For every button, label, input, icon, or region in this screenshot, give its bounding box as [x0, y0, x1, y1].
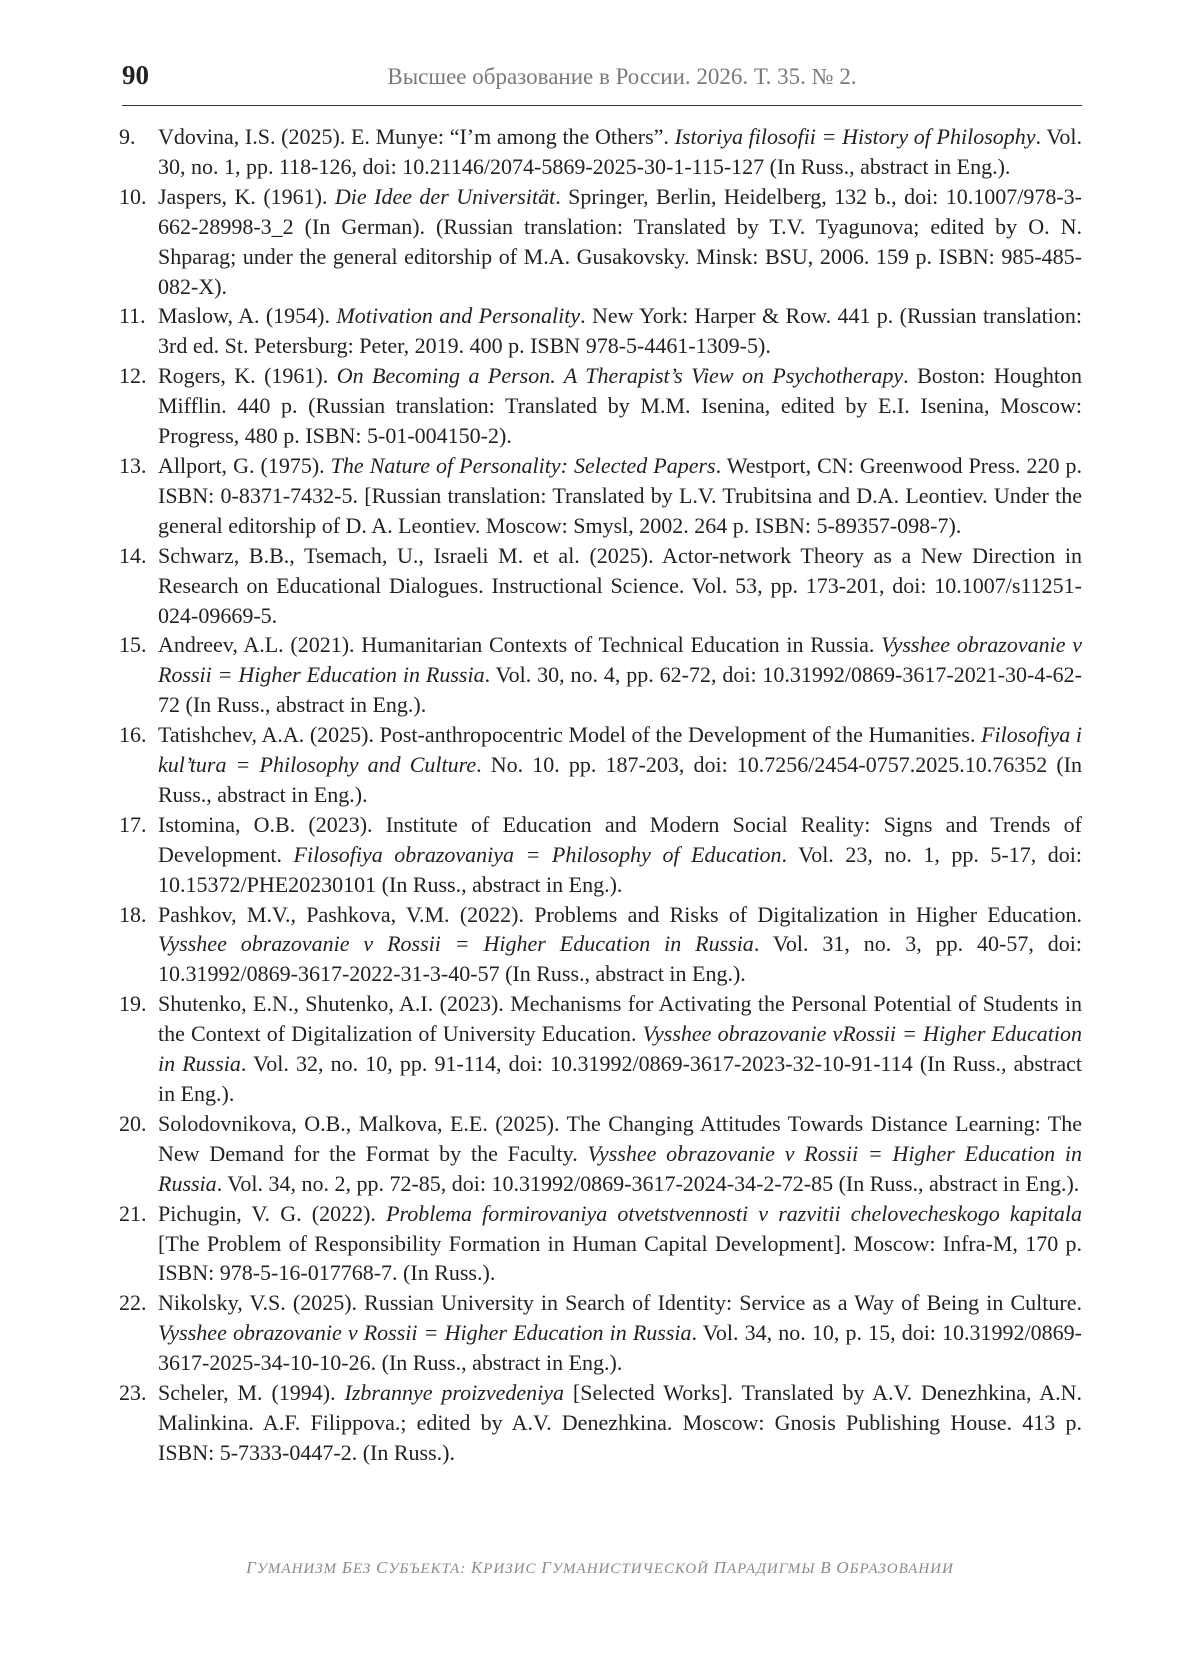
- reference-item: [119, 301, 1083, 361]
- reference-text-segment: Jaspers, K. (1961).: [158, 183, 335, 209]
- reference-item: [119, 900, 1082, 990]
- reference-number: 20.: [119, 1110, 147, 1136]
- reference-number: 19.: [119, 991, 147, 1017]
- reference-number: 11.: [119, 303, 146, 329]
- footer-word: [820, 1558, 832, 1577]
- reference-italic-title: Filosofiya i kul’tura = Philosophy and Culture: [158, 722, 1082, 778]
- reference-italic-title: Problema formirovaniya otvetstvennosti v razvitii chelovecheskogo kapitala: [386, 1200, 1083, 1226]
- reference-text-segment: . Springer, Berlin, Heidelberg, 132 b., doi: 10.1007/978-3-662-28998-3_2 (In German). (Russian translation: Translated by T.V. Tyagunova; edited by O. N. Shparag; under the general editorship of M.A. Gusakovsky. Minsk: BSU, 2006. 159 p. ISBN: 985-485-082-X).: [158, 183, 1083, 299]
- reference-italic-title: Vysshee obrazovanie vRossii = Higher Education in Russia: [158, 1021, 1082, 1077]
- footer-word-initial: П: [713, 1558, 727, 1577]
- reference-text-segment: . Vol. 23, no. 1, pp. 5-17, doi: 10.15372/PHE20230101 (In Russ., abstract in Eng.).: [158, 841, 1082, 897]
- reference-item: [119, 1199, 1083, 1289]
- reference-text: [158, 722, 1082, 807]
- footer-word-initial: Г: [246, 1558, 257, 1577]
- reference-item: [119, 630, 1083, 720]
- footer-word: [246, 1558, 338, 1577]
- reference-item: [119, 182, 1083, 302]
- reference-text-segment: . Boston: Houghton Mifflin. 440 p. (Russian translation: Translated by M.M. Isenina, edited by E.I. Isenina, Moscow: Progress, 480 p. ISBN: 5-01-004150-2).: [158, 363, 1082, 449]
- reference-item: [119, 810, 1082, 900]
- reference-text-segment: Nikolsky, V.S. (2025). Russian University in Search of Identity: Service as a Way of Being in Culture.: [158, 1290, 1082, 1316]
- reference-number: 18.: [119, 901, 147, 927]
- reference-text-segment: Pashkov, M.V., Pashkova, V.M. (2022). Problems and Risks of Digitalization in Higher Education.: [158, 901, 1082, 927]
- reference-number: 12.: [119, 363, 147, 389]
- reference-item: [119, 451, 1082, 541]
- reference-text-segment: . Vol. 30, no. 4, pp. 62-72, doi: 10.31992/0869-3617-2021-30-4-62-72 (In Russ., abstract in Eng.).: [158, 662, 1083, 718]
- reference-text: [158, 453, 1082, 538]
- reference-text-segment: . Vol. 32, no. 10, pp. 91-114, doi: 10.31992/0869-3617-2023-32-10-91-114 (In Russ., abstract in Eng.).: [158, 1051, 1082, 1106]
- reference-text: [158, 812, 1082, 897]
- reference-text-segment: Shutenko, E.N., Shutenko, A.I. (2023). Mechanisms for Activating the Personal Potential of Students in the Context of Digitalization of University Education.: [158, 991, 1082, 1047]
- footer-word-initial: С: [376, 1558, 389, 1577]
- footer-word: [376, 1558, 467, 1577]
- reference-text-segment: . New York: Harper & Row. 441 p. (Russian translation: 3rd ed. St. Petersburg: Peter, 2019. 400 p. ISBN 978-5-4461-1309-5).: [158, 303, 1083, 359]
- reference-text-segment: Allport, G. (1975).: [158, 452, 331, 478]
- footer-word-rest: УМАНИЗМ: [256, 1561, 338, 1577]
- reference-text-segment: . Vol. 30, no. 1, pp. 118-126, doi: 10.21146/2074-5869-2025-30-1-115-127 (In Russ., abstract in Eng.).: [158, 124, 1082, 179]
- reference-item: [119, 720, 1083, 810]
- reference-number: 23.: [119, 1380, 147, 1406]
- reference-number: 21.: [119, 1200, 147, 1226]
- footer-word-rest: РИЗИС: [483, 1561, 537, 1577]
- page-number: 90: [122, 60, 149, 90]
- reference-text: [158, 991, 1082, 1106]
- footer-word: [470, 1558, 537, 1577]
- reference-item: [119, 541, 1082, 631]
- reference-text: [158, 124, 1082, 179]
- footer-word-initial: Г: [541, 1558, 552, 1577]
- footer-word-initial: Б: [341, 1558, 353, 1577]
- reference-italic-title: Vysshee obrazovanie v Rossii = Higher Education in Russia: [158, 1140, 1082, 1196]
- reference-text-segment: . Vol. 34, no. 2, pp. 72-85, doi: 10.31992/0869-3617-2024-34-2-72-85 (In Russ., abstract in Eng.).: [216, 1170, 1080, 1196]
- footer-word-rest: УБЪЕКТА:: [388, 1561, 467, 1577]
- reference-item: [119, 361, 1082, 451]
- reference-text-segment: Solodovnikova, O.B., Malkova, E.E. (2025). The Changing Attitudes Towards Distance Learning: The New Demand for the Format by the Faculty.: [158, 1110, 1082, 1166]
- journal-title: Высшее образование в России. 2026. Т. 35. № 2.: [387, 64, 857, 89]
- reference-number: 14.: [119, 542, 147, 568]
- reference-text-segment: Pichugin, V. G. (2022).: [158, 1200, 387, 1226]
- page-header: [122, 58, 1082, 106]
- reference-text: [158, 303, 1082, 358]
- reference-text-segment: Vdovina, I.S. (2025). E. Munye: “I’m among the Others”.: [158, 124, 675, 149]
- footer-word-initial: В: [820, 1558, 832, 1577]
- reference-text-segment: [Selected Works]. Translated by A.V. Denezhkina, A.N. Malinkina. A.F. Filippova.; edited by A.V. Denezhkina. Moscow: Gnosis Publishing House. 413 p. ISBN: 5-7333-0447-2. (In Russ.).: [158, 1380, 1082, 1465]
- reference-item: [119, 122, 1082, 182]
- reference-text-segment: . Vol. 31, no. 3, pp. 40-57, doi: 10.31992/0869-3617-2022-31-3-40-57 (In Russ., abstract in Eng.).: [158, 931, 1082, 987]
- reference-text-segment: Istomina, O.B. (2023). Institute of Education and Modern Social Reality: Signs and Trends of Development.: [158, 811, 1082, 867]
- running-footer: [0, 1558, 1200, 1578]
- reference-italic-title: On Becoming a Person. A Therapist’s View on Psychotherapy: [336, 363, 904, 389]
- footer-word-rest: УМАНИСТИЧЕСКОЙ: [551, 1561, 709, 1577]
- footer-word: [541, 1558, 709, 1577]
- reference-italic-title: Motivation and Personality: [336, 303, 581, 329]
- reference-list: [119, 122, 1083, 1468]
- reference-text-segment: [The Problem of Responsibility Formation in Human Capital Development]. Moscow: Infra-M, 170 p. ISBN: 978-5-16-017768-7. (In Russ.).: [158, 1230, 1082, 1286]
- footer-word-initial: К: [470, 1558, 484, 1577]
- reference-text-segment: Maslow, A. (1954).: [158, 303, 337, 329]
- reference-item: [119, 1288, 1082, 1378]
- reference-italic-title: Vysshee obrazovanie v Rossii = Higher Education in Russia: [158, 931, 754, 957]
- footer-word: [836, 1558, 954, 1577]
- reference-number: 16.: [119, 722, 147, 748]
- reference-text: [158, 902, 1082, 987]
- reference-italic-title: Filosofiya obrazovaniya = Philosophy of Education: [293, 841, 782, 867]
- reference-item: [119, 1109, 1082, 1199]
- footer-word: [341, 1558, 372, 1577]
- footer-word-rest: АРАДИГМЫ: [727, 1561, 816, 1577]
- reference-number: 10.: [119, 183, 147, 209]
- reference-italic-title: Vysshee obrazovanie v Rossii = Higher Education in Russia: [158, 1320, 692, 1346]
- reference-number: 17.: [119, 811, 147, 837]
- footer-word-initial: О: [836, 1558, 850, 1577]
- reference-number: 9.: [119, 124, 136, 149]
- reference-text-segment: Schwarz, B.B., Tsemach, U., Israeli M. et al. (2025). Actor-network Theory as a New Direction in Research on Educational Dialogues. Instructional Science. Vol. 53, pp. 173-201, doi: 10.1007/s11251-024-09669-5.: [158, 542, 1082, 628]
- reference-number: 15.: [119, 632, 147, 658]
- reference-text: [158, 1380, 1082, 1465]
- reference-text: [158, 1201, 1082, 1286]
- reference-text: [158, 184, 1082, 299]
- reference-text-segment: Andreev, A.L. (2021). Humanitarian Contexts of Technical Education in Russia.: [158, 632, 882, 658]
- reference-text: [158, 632, 1082, 717]
- reference-item: [119, 989, 1082, 1109]
- reference-italic-title: Die Idee der Universität: [334, 183, 556, 209]
- reference-item: [119, 1378, 1082, 1468]
- reference-italic-title: The Nature of Personality: Selected Papers: [330, 452, 716, 478]
- footer-word-rest: ЕЗ: [352, 1561, 372, 1577]
- reference-text-segment: . No. 10. pp. 187-203, doi: 10.7256/2454-0757.2025.10.76352 (In Russ., abstract in Eng.).: [158, 752, 1083, 807]
- reference-number: 13.: [119, 452, 147, 478]
- reference-number: 22.: [119, 1290, 147, 1316]
- reference-text-segment: . Vol. 34, no. 10, p. 15, doi: 10.31992/0869-3617-2025-34-10-10-26. (In Russ., abstract in Eng.).: [158, 1320, 1082, 1376]
- reference-text: [158, 543, 1082, 628]
- reference-text: [158, 1111, 1082, 1196]
- reference-text-segment: Rogers, K. (1961).: [158, 363, 337, 389]
- footer-word-rest: БРАЗОВАНИИ: [849, 1561, 954, 1577]
- reference-italic-title: Istoriya filosofii = History of Philosophy: [674, 124, 1036, 149]
- reference-italic-title: Izbrannye proizvedeniya: [344, 1380, 564, 1406]
- reference-text-segment: . Westport, CN: Greenwood Press. 220 p. ISBN: 0-8371-7432-5. [Russian translation: Translated by L.V. Trubitsina and D.A. Leontiev. Under the general editorship of D. A. Leontiev. Moscow: Smysl, 2002. 264 p. ISBN: 5-89357-098-7).: [158, 452, 1082, 538]
- reference-italic-title: Vysshee obrazovanie v Rossii = Higher Education in Russia: [158, 632, 1082, 688]
- reference-text-segment: Tatishchev, A.A. (2025). Post-anthropocentric Model of the Development of the Humanities.: [158, 722, 982, 748]
- reference-text-segment: Scheler, M. (1994).: [158, 1380, 345, 1406]
- footer-word: [713, 1558, 816, 1577]
- reference-text: [158, 1290, 1082, 1375]
- reference-text: [158, 363, 1082, 448]
